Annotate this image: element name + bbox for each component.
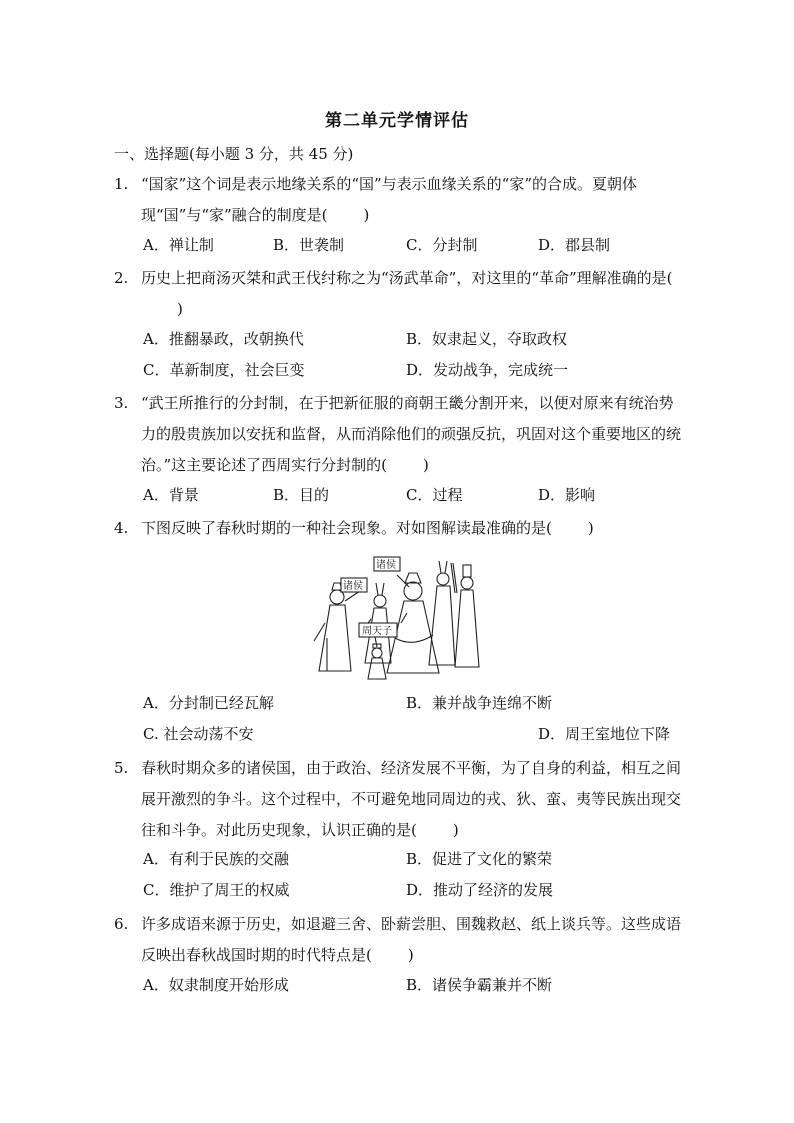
question-text: “武王所推行的分封制，在于把新征服的商朝王畿分割开来，以便对原来有统治势力的殷贵族加以安抚和监督，从而消除他们的顽强反抗，巩固对这个重要地区的统治。”这主要论述了西周实行分封制的( )	[141, 394, 682, 474]
option-c[interactable]: C．过程	[406, 486, 463, 504]
question-4	[114, 513, 684, 544]
question-1	[114, 169, 684, 231]
option-b[interactable]: B．世袭制	[273, 236, 345, 254]
question-number: 5.	[114, 759, 129, 777]
option-a[interactable]: A．禅让制	[143, 236, 214, 254]
option-d[interactable]: D．周王室地位下降	[538, 725, 671, 743]
option-a[interactable]: A．推翻暴政，改朝换代	[143, 330, 304, 348]
option-b[interactable]: B．促进了文化的繁荣	[406, 850, 553, 868]
figure-robe	[455, 590, 479, 667]
question-number: 1.	[114, 175, 129, 193]
option-a[interactable]: A．有利于民族的交融	[143, 850, 289, 868]
options-4b	[143, 723, 683, 751]
page-title: 第二单元学情评估	[325, 111, 469, 131]
option-a[interactable]: A．分封制已经瓦解	[143, 694, 274, 712]
option-d[interactable]: D．郡县制	[538, 236, 611, 254]
question-text: 下图反映了春秋时期的一种社会现象。对如图解读最准确的是( )	[141, 519, 594, 537]
option-a[interactable]: A．背景	[143, 486, 199, 504]
option-c[interactable]: C．革新制度，社会巨变	[143, 361, 305, 379]
question-5	[114, 753, 684, 846]
options-3	[143, 484, 683, 512]
options-5b	[143, 879, 683, 907]
option-d[interactable]: D．影响	[538, 486, 596, 504]
options-2b	[143, 359, 683, 387]
option-d[interactable]: D．推动了经济的发展	[406, 881, 554, 899]
question-text: “国家”这个词是表示地缘关系的“国”与表示血缘关系的“家”的合成。夏朝体现“国”与“家”融合的制度是( )	[141, 175, 638, 224]
option-c[interactable]: C．维护了周王的权威	[143, 881, 290, 899]
question-text: 许多成语来源于历史，如退避三舍、卧薪尝胆、围魏救赵、纸上谈兵等。这些成语反映出春秋战国时期的时代特点是( )	[141, 915, 682, 964]
question-number: 3.	[114, 394, 129, 412]
option-b[interactable]: B．诸侯争霸兼并不断	[406, 976, 553, 994]
option-b[interactable]: B．兼并战争连绵不断	[406, 694, 553, 712]
option-a[interactable]: A．奴隶制度开始形成	[143, 976, 289, 994]
option-c[interactable]: C. 社会动荡不安	[143, 725, 254, 743]
options-1	[143, 234, 683, 262]
options-4a	[143, 692, 683, 720]
figure-head	[461, 577, 473, 589]
section-heading: 一、选择题(每小题 3 分，共 45 分)	[114, 145, 354, 163]
option-b[interactable]: B．奴隶起义，夺取政权	[406, 330, 568, 348]
figure-head	[374, 595, 386, 607]
question-2	[114, 263, 684, 325]
options-5a	[143, 848, 683, 876]
figure-head	[437, 573, 449, 585]
option-b[interactable]: B．目的	[273, 486, 330, 504]
king-robe	[368, 658, 386, 679]
label-lord-1: 诸侯	[343, 581, 363, 592]
cartoon-illustration	[305, 553, 485, 683]
question-text: 春秋时期众多的诸侯国，由于政治、经济发展不平衡，为了自身的利益，相互之间展开激烈的争斗。这个过程中，不可避免地同周边的戎、狄、蛮、夷等民族出现交往和斗争。对此历史现象，认识正确的是( )	[141, 759, 682, 839]
question-number: 2.	[114, 269, 129, 287]
option-d[interactable]: D．发动战争，完成统一	[406, 361, 569, 379]
options-2a	[143, 328, 683, 356]
figure-robe	[319, 605, 351, 671]
label-king: 周天子	[362, 626, 392, 637]
question-6	[114, 909, 684, 971]
question-text: 历史上把商汤灭桀和武王伐纣称之为“汤武革命”，对这里的“革命”理解准确的是()	[141, 269, 673, 318]
options-6	[143, 974, 683, 1002]
question-3	[114, 388, 684, 481]
option-c[interactable]: C．分封制	[406, 236, 478, 254]
question-number: 4.	[114, 519, 129, 537]
label-lord-2: 诸侯	[376, 560, 396, 571]
king-head	[372, 648, 382, 658]
figure-robe	[429, 586, 455, 665]
question-number: 6.	[114, 915, 129, 933]
